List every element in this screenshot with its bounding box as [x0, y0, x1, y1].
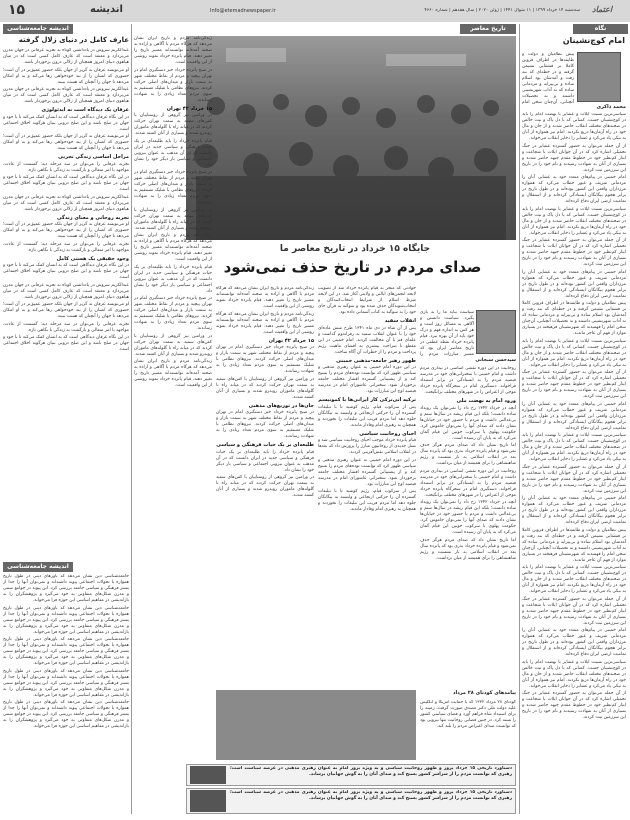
author-portrait-icon — [577, 52, 621, 102]
column-divider — [131, 24, 132, 814]
center-mid-column: حوادثی که منجر به قیام پانزده خرداد شد از تصویب لایحه انجمن‌های ایالتی و ولایتی آغاز شد. در این لایحه شرط اسلام از شرایط انتخاب‌کنندگان و انتخاب‌شوندگان حذف شده بود و سوگند به قرآن جای خود را به سوگند به کتاب آسمانی داده بود. انقلاب سفید پس از آن شاه در دی ماه ۱۳۴۱ طرح شش ماده‌ای خود را با عنوان انقلاب سفید به رفراندوم گذاشت و علمای قم با آن مخالفت کردند. امام خمینی در این مقطع با صراحت بیشتری به افشای ماهیت رژیم پرداخت و مردم را از خطرات آن آگاه ساخت. ظهور رهبر جامعه-مذهبی خمینی در این دوره امام خمینی به عنوان رهبری مذهبی و سیاسی ظهور کرد که توانست توده‌های مردم را بسیج کند و از پشتیبانی گسترده اقشار مختلف جامعه برخوردار شود. سخنرانی عاشورای امام در مدرسه فیضیه اوج این مبارزات بود. ترکیه اتی‌ترکی کار ایرانی‌ها با کمونیسم پس از سرکوب قیام، رژیم کوشید تا با تبلیغات گسترده آن را حرکتی ارتجاعی و وابسته به بیگانگان جلوه دهد اما مردم فریب این تبلیغات را نخوردند و همچنان به رهبری امام وفادار ماندند. احیای روحانیت سیاسی قیام پانزده خرداد موجب احیای روحانیت سیاسی شد و نسل جدیدی از روحانیون مبارز را پرورش داد که بعدها در انقلاب اسلامی نقش‌آفرینی کردند. در این دوره امام خمینی به عنوان رهبری مذهبی و سیاسی ظهور کرد که توانست توده‌های مردم را بسیج کند و از پشتیبانی گسترده اقشار مختلف جامعه برخوردار شود. سخنرانی عاشورای امام در مدرسه فیضیه اوج این مبارزات بود. پس از سرکوب قیام، رژیم کوشید تا با تبلیغات گسترده آن را حرکتی ارتجاعی و وابسته به بیگانگان جلوه دهد اما مردم فریب این تبلیغات را نخوردند و همچنان به رهبری امام وفادار ماندند. — [318, 286, 416, 512]
page-number: ۱۵ — [8, 2, 26, 18]
quote-box-text: دستاورد تاریخی ۱۵ خرداد بروز و ظهور روحانیت سیاسی و به ویژه بروز امام به عنوان رهبری مذهبی در عرصه سیاست است؛ رهبری که توانست مردم را از سراسر کشور بسیج کند و صدای آنان را به گوش جهانیان برساند. — [230, 766, 512, 777]
right-column-author: محمد ذاکری — [596, 104, 626, 110]
newspaper-logo-icon: اعتماد — [592, 5, 613, 14]
center-right-column-2: روحانیت در این دوره نقشی اساسی در بیداری مردم داشت و امام خمینی با سخنرانی‌های خود در مدرسه فیضیه مردم را به ایستادگی در برابر استبداد فراخواند. دستگیری امام در سحرگاه پانزده خرداد موجی از اعتراض را در شهرهای مختلف برانگیخت. ورود امام به نهضت ملی آنچه در خرداد ۱۳۴۲ رخ داد را نمی‌توان یک رویداد ساده دانست؛ بلکه این قیام ریشه در سال‌ها ستم و بی‌عدالتی داشت و مردم با حضور خود در خیابان‌ها نشان دادند که صدای آنها را نمی‌توان خاموش کرد. حکومت پهلوی با سرکوب خونین این قیام گمان می‌کرد که به پایان آن رسیده است. اما تاریخ نشان داد که صدای مردم هرگز حذف نمی‌شود و قیام پانزده خرداد بذری بود که پانزده سال بعد در انقلاب اسلامی به بار نشست و رژیم شاهنشاهی را برای همیشه از میان برداشت. روحانیت در این دوره نقشی اساسی در بیداری مردم داشت و امام خمینی با سخنرانی‌های خود در مدرسه فیضیه مردم را به ایستادگی در برابر استبداد فراخواند. دستگیری امام در سحرگاه پانزده خرداد موجی از اعتراض را در شهرهای مختلف برانگیخت. آنچه در خرداد ۱۳۴۲ رخ داد را نمی‌توان یک رویداد ساده دانست؛ بلکه این قیام ریشه در سال‌ها ستم و بی‌عدالتی داشت و مردم با حضور خود در خیابان‌ها نشان دادند که صدای آنها را نمی‌توان خاموش کرد. حکومت پهلوی با سرکوب خونین این قیام گمان می‌کرد که به پایان آن رسیده است. اما تاریخ نشان داد که صدای مردم هرگز حذف نمی‌شود و قیام پانزده خرداد بذری بود که پانزده سال بعد در انقلاب اسلامی به بار نشست و رژیم شاهنشاهی را برای همیشه از میان برداشت. — [420, 366, 516, 561]
center-far-left-column: زندگی‌نامه مردم و تاریخ ایران نشان می‌دهد که هرگاه مردم با آگاهی و اراده به صحنه آمده‌اند توانسته‌اند مسیر تاریخ را تغییر دهند. قیام پانزده خرداد نمونه روشنی از این واقعیت است. در صبح پانزده خرداد خبر دستگیری امام در تهران پیچید و مردم از نقاط مختلف شهر به سمت بازار و میدان‌های اصلی حرکت کردند. نیروهای نظامی با شلیک مستقیم به سوی مردم تعداد زیادی را به شهادت رساندند. ۱۵ خرداد ۴۲ تهران در ورامین نیز گروهی از روستاییان با کفن‌های سفید به سمت تهران حرکت کردند که در میانه راه با گلوله‌های ماموران روبه‌رو شدند و بسیاری از آنان کشته شدند. قیام پانزده خرداد را باید طلیعه‌ای بر یک حیات فرهنگی و سیاسی جدید در ایران دانست که در آن مذهب به عنوان نیرویی اجتماعی و سیاسی بار دیگر خود را نشان داد. در صبح پانزده خرداد خبر دستگیری امام در تهران پیچید و مردم از نقاط مختلف شهر به سمت بازار و میدان‌های اصلی حرکت کردند. نیروهای نظامی با شلیک مستقیم به سوی مردم تعداد زیادی را به شهادت رساندند. در ورامین نیز گروهی از روستاییان با کفن‌های سفید به سمت تهران حرکت کردند که در میانه راه با گلوله‌های ماموران روبه‌رو شدند و بسیاری از آنان کشته شدند. زندگی‌نامه مردم و تاریخ ایران نشان می‌دهد که هرگاه مردم با آگاهی و اراده به صحنه آمده‌اند توانسته‌اند مسیر تاریخ را تغییر دهند. قیام پانزده خرداد نمونه روشنی از این واقعیت است. قیام پانزده خرداد را باید طلیعه‌ای بر یک حیات فرهنگی و سیاسی جدید در ایران دانست که در آن مذهب به عنوان نیرویی اجتماعی و سیاسی بار دیگر خود را نشان داد. در صبح پانزده خرداد خبر دستگیری امام در تهران پیچید و مردم از نقاط مختلف شهر به سمت بازار و میدان‌های اصلی حرکت کردند. نیروهای نظامی با شلیک مستقیم به سوی مردم تعداد زیادی را به شهادت رساندند. در ورامین نیز گروهی از روستاییان با کفن‌های سفید به سمت تهران حرکت کردند که در میانه راه با گلوله‌های ماموران روبه‌رو شدند و بسیاری از آنان کشته شدند. زندگی‌نامه مردم و تاریخ ایران نشان می‌دهد که هرگاه مردم با آگاهی و اراده به صحنه آمده‌اند توانسته‌اند مسیر تاریخ را تغییر دهند. قیام پانزده خرداد نمونه روشنی از این واقعیت است. — [134, 36, 212, 388]
date-line: سه‌شنبه ۱۴ خرداد ۱۳۹۹ | ۱۱ شوال ۱۴۴۱ | ژوئن ۲۰۲۰ | سال هفدهم | شماره ۴۶۶۰ — [424, 8, 580, 13]
right-column-title: امام کوچ‌نشینان — [562, 36, 625, 45]
cleric-portrait-icon — [190, 790, 226, 812]
quote-box-2-text: دستاورد تاریخی ۱۵ خرداد بروز و ظهور روحانیت سیاسی و به ویژه بروز امام به عنوان رهبری مذهبی در عرصه سیاست است؛ رهبری که توانست مردم را از سراسر کشور بسیج کند و صدای آنان را به گوش جهانیان برساند. — [230, 790, 512, 801]
column-tag-left-bottom: اندیشه جامعه‌شناسی — [3, 562, 73, 572]
article-headline: صدای مردم در تاریخ حذف نمی‌شود — [223, 258, 482, 276]
right-column-body-2: سیاسی‌ترین نسبت ایلات و عشایر با نهضت امام را باید در کوچ‌نشینان جست. کسانی که با دل پاک و نیت خالص در صحنه‌های مختلف انقلاب حاضر شدند و از جان و مال خود در راه آرمان‌ها دریغ نکردند. امام نیز همواره از آنان به نیکی یاد می‌کرد و عشایر را ذخایر انقلاب می‌خواند. از آن جمله می‌توان به حضور گسترده عشایر در جنگ تحمیلی اشاره کرد که در آن جوانان ایلات با شجاعت و ایثار کم‌نظیر خود در خطوط مقدم جبهه حاضر شدند و بسیاری از آنان به شهادت رسیدند و نام خود را در تاریخ این سرزمین ثبت کردند. امام خمینی در پیام‌های متعدد خود به عشایر، آنان را مردمانی شریف و غیور خطاب می‌کرد که همواره مرزداران واقعی این کشور بوده‌اند و در طول تاریخ در برابر هجوم بیگانگان ایستادگی کرده‌اند و از استقلال و تمامیت ارضی ایران دفاع کرده‌اند. سیاسی‌ترین نسبت ایلات و عشایر با نهضت امام را باید در کوچ‌نشینان جست. کسانی که با دل پاک و نیت خالص در صحنه‌های مختلف انقلاب حاضر شدند و از جان و مال خود در راه آرمان‌ها دریغ نکردند. امام نیز همواره از آنان به نیکی یاد می‌کرد و عشایر را ذخایر انقلاب می‌خواند. از آن جمله می‌توان به حضور گسترده عشایر در جنگ تحمیلی اشاره کرد که در آن جوانان ایلات با شجاعت و ایثار کم‌نظیر خود در خطوط مقدم جبهه حاضر شدند و بسیاری از آنان به شهادت رسیدند و نام خود را در تاریخ این سرزمین ثبت کردند. امام خمینی در پیام‌های متعدد خود به عشایر، آنان را مردمانی شریف و غیور خطاب می‌کرد که همواره مرزداران واقعی این کشور بوده‌اند و در طول تاریخ در برابر هجوم بیگانگان ایستادگی کرده‌اند و از استقلال و تمامیت ارضی ایران دفاع کرده‌اند. پیش نظامیان و دولت و طایفه‌ها در اطراف قزوین کاملا بر قشقایی نشیمن گرفته و در خطه‌ای که بنه رفت و آمدشان بود اسلام ساده و بی‌پیرایه و مردمانی ساده که نه آداب شهرنشینی داشتند و نه تحصیلات آنچنانی، آن‌چنان سخن امام را فهمیدند که شهرنشینان فرهیخته در بسیاری موارد از فهم آن عاجز ماندند. سیاسی‌ترین نسبت ایلات و عشایر با نهضت امام را باید در کوچ‌نشینان جست. کسانی که با دل پاک و نیت خالص در صحنه‌های مختلف انقلاب حاضر شدند و از جان و مال خود در راه آرمان‌ها دریغ نکردند. امام نیز همواره از آنان به نیکی یاد می‌کرد و عشایر را ذخایر انقلاب می‌خواند. از آن جمله می‌توان به حضور گسترده عشایر در جنگ تحمیلی اشاره کرد که در آن جوانان ایلات با شجاعت و ایثار کم‌نظیر خود در خطوط مقدم جبهه حاضر شدند و بسیاری از آنان به شهادت رسیدند و نام خود را در تاریخ این سرزمین ثبت کردند. امام خمینی در پیام‌های متعدد خود به عشایر، آنان را مردمانی شریف و غیور خطاب می‌کرد که همواره مرزداران واقعی این کشور بوده‌اند و در طول تاریخ در برابر هجوم بیگانگان ایستادگی کرده‌اند و از استقلال و تمامیت ارضی ایران دفاع کرده‌اند. سیاسی‌ترین نسبت ایلات و عشایر با نهضت امام را باید در کوچ‌نشینان جست. کسانی که با دل پاک و نیت خالص در صحنه‌های مختلف انقلاب حاضر شدند و از جان و مال خود در راه آرمان‌ها دریغ نکردند. امام نیز همواره از آنان به نیکی یاد می‌کرد و عشایر را ذخایر انقلاب می‌خواند. از آن جمله می‌توان به حضور گسترده عشایر در جنگ تحمیلی اشاره کرد که در آن جوانان ایلات با شجاعت و ایثار کم‌نظیر خود در خطوط مقدم جبهه حاضر شدند و بسیاری از آنان به شهادت رسیدند و نام خود را در تاریخ این سرزمین ثبت کردند. امام خمینی در پیام‌های متعدد خود به عشایر، آنان را مردمانی شریف و غیور خطاب می‌کرد که همواره مرزداران واقعی این کشور بوده‌اند و در طول تاریخ در برابر هجوم بیگانگان ایستادگی کرده‌اند و از استقلال و تمامیت ارضی ایران دفاع کرده‌اند. پیش نظامیان و دولت و طایفه‌ها در اطراف قزوین کاملا بر قشقایی نشیمن گرفته و در خطه‌ای که بنه رفت و آمدشان بود اسلام ساده و بی‌پیرایه و مردمانی ساده که نه آداب شهرنشینی داشتند و نه تحصیلات آنچنانی، آن‌چنان سخن امام را فهمیدند که شهرنشینان فرهیخته در بسیاری موارد از فهم آن عاجز ماندند. سیاسی‌ترین نسبت ایلات و عشایر با نهضت امام را باید در کوچ‌نشینان جست. کسانی که با دل پاک و نیت خالص در صحنه‌های مختلف انقلاب حاضر شدند و از جان و مال خود در راه آرمان‌ها دریغ نکردند. امام نیز همواره از آنان به نیکی یاد می‌کرد و عشایر را ذخایر انقلاب می‌خواند. از آن جمله می‌توان به حضور گسترده عشایر در جنگ تحمیلی اشاره کرد که در آن جوانان ایلات با شجاعت و ایثار کم‌نظیر خود در خطوط مقدم جبهه حاضر شدند و بسیاری از آنان به شهادت رسیدند و نام خود را در تاریخ این سرزمین ثبت کردند. امام خمینی در پیام‌های متعدد خود به عشایر، آنان را مردمانی شریف و غیور خطاب می‌کرد که همواره مرزداران واقعی این کشور بوده‌اند و در طول تاریخ در برابر هجوم بیگانگان ایستادگی کرده‌اند و از استقلال و تمامیت ارضی ایران دفاع کرده‌اند. سیاسی‌ترین نسبت ایلات و عشایر با نهضت امام را باید در کوچ‌نشینان جست. کسانی که با دل پاک و نیت خالص در صحنه‌های مختلف انقلاب حاضر شدند و از جان و مال خود در راه آرمان‌ها دریغ نکردند. امام نیز همواره از آنان به نیکی یاد می‌کرد و عشایر را ذخایر انقلاب می‌خواند. از آن جمله می‌توان به حضور گسترده عشایر در جنگ تحمیلی اشاره کرد که در آن جوانان ایلات با شجاعت و ایثار کم‌نظیر خود در خطوط مقدم جبهه حاضر شدند و بسیاری از آنان به شهادت رسیدند و نام خود را در تاریخ این سرزمین ثبت کردند. — [522, 112, 626, 720]
column-tag-center: تاریخ معاصر — [460, 24, 516, 34]
center-right-column: سیاست نباید ما را به بازی بگیرد. سیاست دانستن و آگاهی به مسائل روز است و هر کس به اندازه فهم و درک خود باید از آن بهره ببرد. قیام پانزده خرداد نقطه عطفی در تاریخ معاصر ایران بود که مسیر مبارزات مردم را — [420, 310, 474, 356]
photo-column-body: کودتای ۲۸ مرداد ۱۳۳۲ که با حمایت آمریکا و انگلیس علیه دولت ملی دکتر مصدق صورت گرفت، زمینه را برای استبداد شاه فراهم آورد و فضای سیاسی کشور را بسته کرد. در چنین فضایی روحانیت تنها نیرویی بود که توانست صدای اعتراض مردم را بلند کند. — [420, 700, 516, 729]
column-divider — [519, 24, 520, 814]
center-left-column: زندگی‌نامه مردم و تاریخ ایران نشان می‌دهد که هرگاه مردم با آگاهی و اراده به صحنه آمده‌اند توانسته‌اند مسیر تاریخ را تغییر دهند. قیام پانزده خرداد نمونه روشنی از این واقعیت است. زندگی‌نامه مردم و تاریخ ایران نشان می‌دهد که هرگاه مردم با آگاهی و اراده به صحنه آمده‌اند توانسته‌اند مسیر تاریخ را تغییر دهند. قیام پانزده خرداد نمونه روشنی از این واقعیت است. ۱۵ خرداد ۴۲ تهران در صبح پانزده خرداد خبر دستگیری امام در تهران پیچید و مردم از نقاط مختلف شهر به سمت بازار و میدان‌های اصلی حرکت کردند. نیروهای نظامی با شلیک مستقیم به سوی مردم تعداد زیادی را به شهادت رساندند. در ورامین نیز گروهی از روستاییان با کفن‌های سفید به سمت تهران حرکت کردند که در میانه راه با گلوله‌های ماموران روبه‌رو شدند و بسیاری از آنان کشته شدند. جان‌ها در توزیع‌های مذهبی در صبح پانزده خرداد خبر دستگیری امام در تهران پیچید و مردم از نقاط مختلف شهر به سمت بازار و میدان‌های اصلی حرکت کردند. نیروهای نظامی با شلیک مستقیم به سوی مردم تعداد زیادی را به شهادت رساندند. طلیعه‌ای بر یک حیات فرهنگی و سیاسی قیام پانزده خرداد را باید طلیعه‌ای بر یک حیات فرهنگی و سیاسی جدید در ایران دانست که در آن مذهب به عنوان نیرویی اجتماعی و سیاسی بار دیگر خود را نشان داد. در ورامین نیز گروهی از روستاییان با کفن‌های سفید به سمت تهران حرکت کردند که در میانه راه با گلوله‌های ماموران روبه‌رو شدند و بسیاری از آنان کشته شدند. — [216, 286, 314, 498]
column-tag-left: اندیشه جامعه‌شناسی — [3, 24, 73, 34]
section-title: اندیشه — [90, 4, 123, 15]
article-author: سیدحسن سبحانی — [475, 358, 516, 363]
author-portrait-icon — [476, 310, 516, 354]
cleric-portrait-icon — [190, 766, 226, 784]
left-bottom-body: جامعه‌شناسی دین نشان می‌دهد که باورهای دینی در طول تاریخ همواره با تحولات اجتماعی پیوند داشته‌اند و نمی‌توان آنها را جدا از بستر فرهنگی و سیاسی جامعه بررسی کرد. این پیوند در جوامع سنتی و مدرن شکل‌های متفاوتی به خود می‌گیرد و پژوهشگران را به بازاندیشی در مفاهیم اساسی این حوزه فرا می‌خواند. جامعه‌شناسی دین نشان می‌دهد که باورهای دینی در طول تاریخ همواره با تحولات اجتماعی پیوند داشته‌اند و نمی‌توان آنها را جدا از بستر فرهنگی و سیاسی جامعه بررسی کرد. این پیوند در جوامع سنتی و مدرن شکل‌های متفاوتی به خود می‌گیرد و پژوهشگران را به بازاندیشی در مفاهیم اساسی این حوزه فرا می‌خواند. جامعه‌شناسی دین نشان می‌دهد که باورهای دینی در طول تاریخ همواره با تحولات اجتماعی پیوند داشته‌اند و نمی‌توان آنها را جدا از بستر فرهنگی و سیاسی جامعه بررسی کرد. این پیوند در جوامع سنتی و مدرن شکل‌های متفاوتی به خود می‌گیرد و پژوهشگران را به بازاندیشی در مفاهیم اساسی این حوزه فرا می‌خواند. جامعه‌شناسی دین نشان می‌دهد که باورهای دینی در طول تاریخ همواره با تحولات اجتماعی پیوند داشته‌اند و نمی‌توان آنها را جدا از بستر فرهنگی و سیاسی جامعه بررسی کرد. این پیوند در جوامع سنتی و مدرن شکل‌های متفاوتی به خود می‌گیرد و پژوهشگران را به بازاندیشی در مفاهیم اساسی این حوزه فرا می‌خواند. جامعه‌شناسی دین نشان می‌دهد که باورهای دینی در طول تاریخ همواره با تحولات اجتماعی پیوند داشته‌اند و نمی‌توان آنها را جدا از بستر فرهنگی و سیاسی جامعه بررسی کرد. این پیوند در جوامع سنتی و مدرن شکل‌های متفاوتی به خود می‌گیرد و پژوهشگران را به بازاندیشی در مفاهیم اساسی این حوزه فرا می‌خواند. — [3, 574, 129, 729]
crowd-photo-icon — [216, 690, 416, 760]
article-kicker: جایگاه ۱۵ خرداد در تاریخ معاصر ما — [279, 244, 431, 254]
email-link[interactable]: Info@etemadnewspaper.ir — [210, 8, 276, 14]
crowd-photo-icon — [186, 36, 516, 240]
right-column-body: پیش نظامیان و دولت و طایفه‌ها در اطراف قزوین کاملا بر قشقایی نشیمن گرفته و در خطه‌ای که بنه رفت و آمدشان بود اسلام ساده و بی‌پیرایه و مردمانی ساده که نه آداب شهرنشینی داشتند و نه تحصیلات آنچنانی، آن‌چنان سخن امام — [522, 52, 574, 104]
left-column-body: عبدالکریم سروش در یادداشتی کوتاه به تجربه عرفانی در جهان مدرن می‌پردازد و معتقد است که عارف کامل کسی است که در میان هیاهوی دنیای امروز همچنان از زلالی درون برخوردار باشد. او می‌نویسد عرفان نه گریز از جهان بلکه حضور عمیق‌تر در آن است؛ حضوری که انسان را از بند خودخواهی رها می‌کند و به او امکان می‌دهد تا جهان را آنچنان که هست ببیند. عبدالکریم سروش در یادداشتی کوتاه به تجربه عرفانی در جهان مدرن می‌پردازد و معتقد است که عارف کامل کسی است که در میان هیاهوی دنیای امروز همچنان از زلالی درون برخوردار باشد. عرفان یک دیدگاه است نه ایدئولوژی در این نگاه عرفان دیدگاهی است که به انسان کمک می‌کند تا با خود و جهان در صلح باشد و این صلح درونی بنیان هرگونه اخلاق اجتماعی است. او می‌نویسد عرفان نه گریز از جهان بلکه حضور عمیق‌تر در آن است؛ حضوری که انسان را از بند خودخواهی رها می‌کند و به او امکان می‌دهد تا جهان را آنچنان که هست ببیند. مراحل اساسی زندگی تجربی تجربه عرفانی را می‌توان در سه مرحله دید: گسست از عادت، مواجهه با امر متعالی و بازگشت به زندگی با نگاهی تازه. در این نگاه عرفان دیدگاهی است که به انسان کمک می‌کند تا با خود و جهان در صلح باشد و این صلح درونی بنیان هرگونه اخلاق اجتماعی است. عبدالکریم سروش در یادداشتی کوتاه به تجربه عرفانی در جهان مدرن می‌پردازد و معتقد است که عارف کامل کسی است که در میان هیاهوی دنیای امروز همچنان از زلالی درون برخوردار باشد. تجربه روحانی و معنای زندگی او می‌نویسد عرفان نه گریز از جهان بلکه حضور عمیق‌تر در آن است؛ حضوری که انسان را از بند خودخواهی رها می‌کند و به او امکان می‌دهد تا جهان را آنچنان که هست ببیند. تجربه عرفانی را می‌توان در سه مرحله دید: گسست از عادت، مواجهه با امر متعالی و بازگشت به زندگی با نگاهی تازه. وجود حقیقی یک هستی کامل در این نگاه عرفان دیدگاهی است که به انسان کمک می‌کند تا با خود و جهان در صلح باشد و این صلح درونی بنیان هرگونه اخلاق اجتماعی است. عبدالکریم سروش در یادداشتی کوتاه به تجربه عرفانی در جهان مدرن می‌پردازد و معتقد است که عارف کامل کسی است که در میان هیاهوی دنیای امروز همچنان از زلالی درون برخوردار باشد. او می‌نویسد عرفان نه گریز از جهان بلکه حضور عمیق‌تر در آن است؛ حضوری که انسان را از بند خودخواهی رها می‌کند و به او امکان می‌دهد تا جهان را آنچنان که هست ببیند. تجربه عرفانی را می‌توان در سه مرحله دید: گسست از عادت، مواجهه با امر متعالی و بازگشت به زندگی با نگاهی تازه. در این نگاه عرفان دیدگاهی است که به انسان کمک می‌کند تا با خود و جهان در صلح باشد و این صلح درونی بنیان هرگونه اخلاق اجتماعی است. — [3, 48, 129, 352]
photo-subhead: پیامدهای کودتای ۲۸ مرداد — [452, 690, 516, 696]
column-tag-right: نگاه — [573, 24, 628, 34]
left-column-title: عارف کامل در دنیای زلال گرفته — [18, 36, 129, 44]
